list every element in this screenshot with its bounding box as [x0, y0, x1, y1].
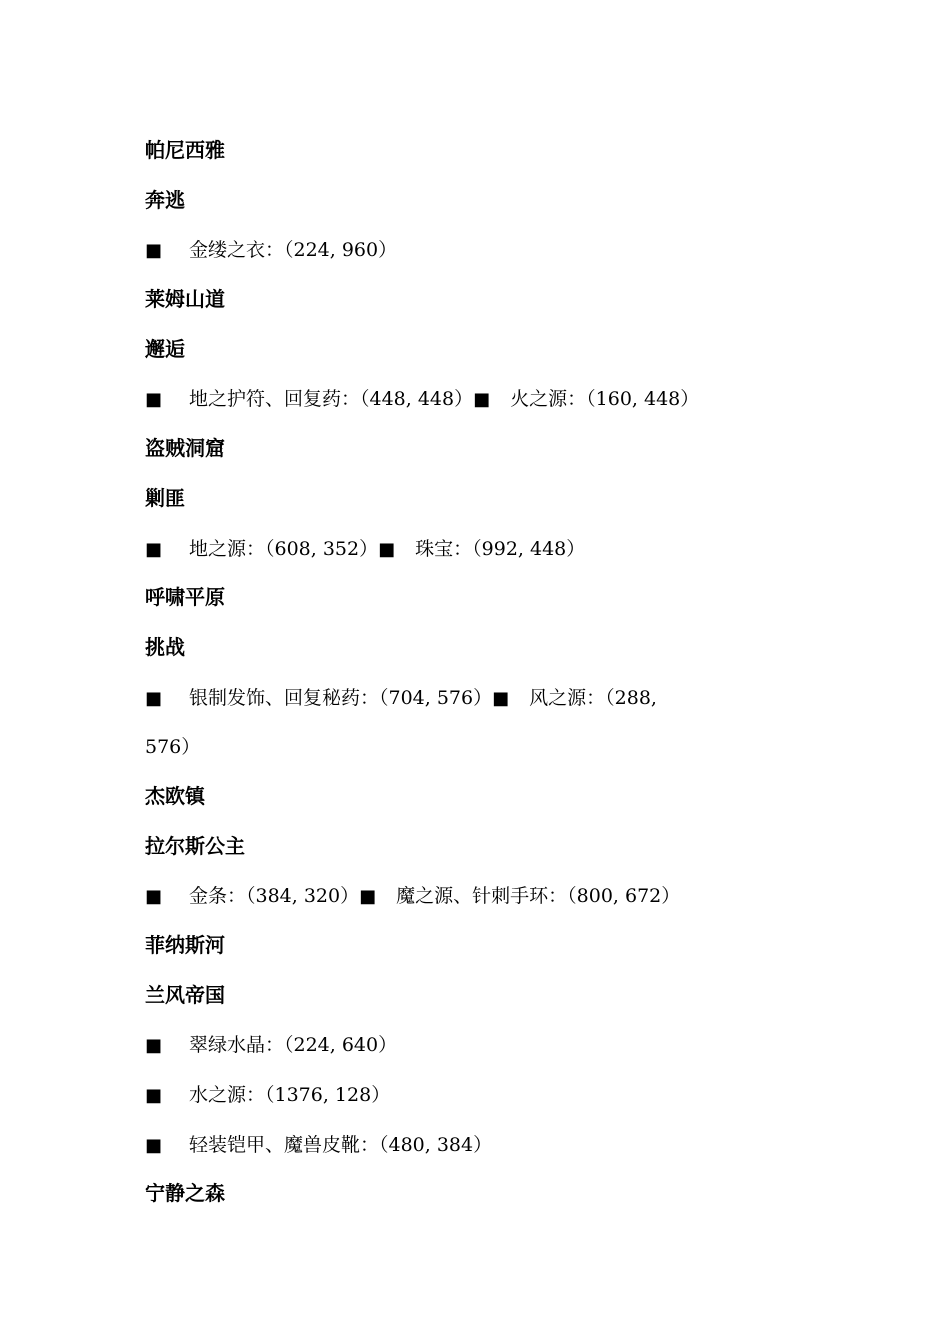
section-heading: 呼啸平原 [145, 585, 225, 610]
item-text: 金条：（384, 320） [189, 885, 360, 908]
subsection-heading: 剿匪 [145, 485, 185, 510]
subsection-heading: 邂逅 [145, 336, 185, 361]
list-item [145, 524, 785, 574]
item-text: 轻装铠甲、魔兽皮靴：（480, 384） [189, 1133, 493, 1156]
item-text: 576） [145, 736, 201, 759]
list-item [145, 374, 785, 424]
list-item [145, 1120, 785, 1170]
subsection-heading: 挑战 [145, 634, 185, 659]
list-item-continuation [145, 722, 785, 772]
subsection-heading: 奔逃 [145, 187, 185, 212]
item-text: 地之源：（608, 352） [189, 537, 379, 560]
item-text: 风之源：（288, [529, 686, 657, 709]
item-text: 火之源：（160, 448） [510, 388, 700, 411]
item-text: 珠宝：（992, 448） [415, 537, 586, 560]
item-text: 水之源：（1376, 128） [189, 1084, 391, 1107]
item-text: 金缕之衣：（224, 960） [189, 239, 398, 262]
list-item [145, 1070, 785, 1120]
section-heading: 帕尼西雅 [145, 138, 225, 162]
item-text: 地之护符、回复药：（448, 448） [189, 388, 474, 411]
square-bullet-icon: ■ [145, 538, 163, 560]
square-bullet-icon: ■ [145, 1134, 163, 1156]
subsection-heading: 拉尔斯公主 [145, 833, 245, 858]
list-item [145, 871, 785, 921]
section-heading: 盗贼洞窟 [145, 436, 225, 461]
item-text: 翠绿水晶：（224, 640） [189, 1034, 398, 1057]
square-bullet-icon: ■ [145, 240, 163, 262]
document-page [145, 126, 785, 1219]
square-bullet-icon: ■ [473, 389, 491, 411]
section-heading: 宁静之森 [145, 1181, 225, 1206]
square-bullet-icon: ■ [145, 389, 163, 411]
item-text: 银制发饰、回复秘药：（704, 576） [189, 686, 493, 709]
square-bullet-icon: ■ [145, 886, 163, 908]
list-item [145, 1020, 785, 1070]
square-bullet-icon: ■ [378, 538, 396, 560]
square-bullet-icon: ■ [145, 687, 163, 709]
square-bullet-icon: ■ [145, 1085, 163, 1107]
section-heading: 莱姆山道 [145, 287, 225, 312]
section-heading: 菲纳斯河 [145, 933, 225, 957]
square-bullet-icon: ■ [359, 886, 377, 908]
list-item [145, 673, 785, 723]
square-bullet-icon: ■ [492, 687, 510, 709]
item-text: 魔之源、针刺手环：（800, 672） [396, 885, 681, 908]
list-item [145, 225, 785, 275]
section-heading: 杰欧镇 [145, 783, 205, 808]
square-bullet-icon: ■ [145, 1035, 163, 1057]
subsection-heading: 兰风帝国 [145, 982, 225, 1007]
